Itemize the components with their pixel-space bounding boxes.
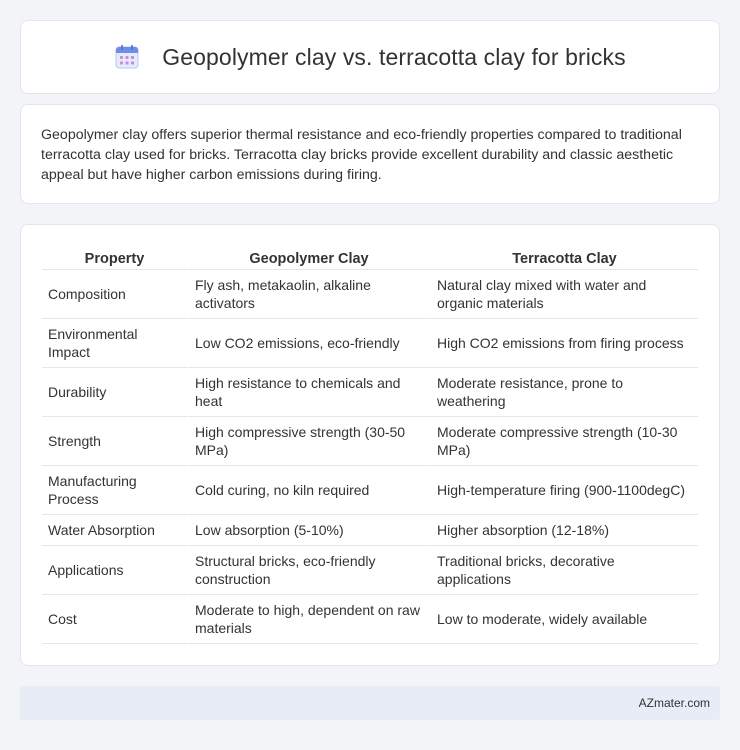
header-geopolymer-clay: Geopolymer Clay (187, 245, 429, 270)
table-row (42, 417, 698, 466)
terracotta-cell: Natural clay mixed with water and organic materials (429, 270, 698, 319)
geopolymer-cell: High resistance to chemicals and heat (187, 368, 429, 417)
table-row (42, 595, 698, 644)
footer-bar (20, 686, 720, 720)
geopolymer-cell: Structural bricks, eco-friendly construction (187, 546, 429, 595)
property-cell: Durability (42, 368, 187, 417)
title-card (20, 20, 720, 94)
page-title: Geopolymer clay vs. terracotta clay for bricks (162, 43, 626, 70)
comparison-table-card (20, 224, 720, 666)
terracotta-cell: Higher absorption (12-18%) (429, 515, 698, 546)
geopolymer-cell: Low absorption (5-10%) (187, 515, 429, 546)
property-cell: Manufacturing Process (42, 466, 187, 515)
terracotta-cell: Moderate resistance, prone to weathering (429, 368, 698, 417)
comparison-table (42, 245, 698, 644)
table-row (42, 546, 698, 595)
table-row (42, 270, 698, 319)
terracotta-cell: Moderate compressive strength (10-30 MPa) (429, 417, 698, 466)
property-cell: Cost (42, 595, 187, 644)
intro-text: Geopolymer clay offers superior thermal resistance and eco-friendly properties compared to traditional terracotta clay used for bricks. Terracotta clay bricks provide excellent durability and classic aesthetic appeal but have higher carbon emissions during firing. (41, 127, 682, 183)
calendar-icon (114, 44, 140, 70)
terracotta-cell: High-temperature firing (900-1100degC) (429, 466, 698, 515)
property-cell: Composition (42, 270, 187, 319)
geopolymer-cell: Moderate to high, dependent on raw materials (187, 595, 429, 644)
terracotta-cell: High CO2 emissions from firing process (429, 319, 698, 368)
table-row (42, 368, 698, 417)
property-cell: Strength (42, 417, 187, 466)
intro-card (20, 104, 720, 204)
footer-brand-link[interactable]: AZmater.com (638, 696, 710, 710)
geopolymer-cell: Low CO2 emissions, eco-friendly (187, 319, 429, 368)
geopolymer-cell: Fly ash, metakaolin, alkaline activators (187, 270, 429, 319)
property-cell: Water Absorption (42, 515, 187, 546)
terracotta-cell: Traditional bricks, decorative applications (429, 546, 698, 595)
table-row (42, 466, 698, 515)
geopolymer-cell: High compressive strength (30-50 MPa) (187, 417, 429, 466)
property-cell: Applications (42, 546, 187, 595)
table-row (42, 515, 698, 546)
table-header-row (42, 245, 698, 270)
property-cell: Environmental Impact (42, 319, 187, 368)
geopolymer-cell: Cold curing, no kiln required (187, 466, 429, 515)
terracotta-cell: Low to moderate, widely available (429, 595, 698, 644)
header-terracotta-clay: Terracotta Clay (429, 245, 698, 270)
header-property: Property (42, 245, 187, 270)
table-row (42, 319, 698, 368)
